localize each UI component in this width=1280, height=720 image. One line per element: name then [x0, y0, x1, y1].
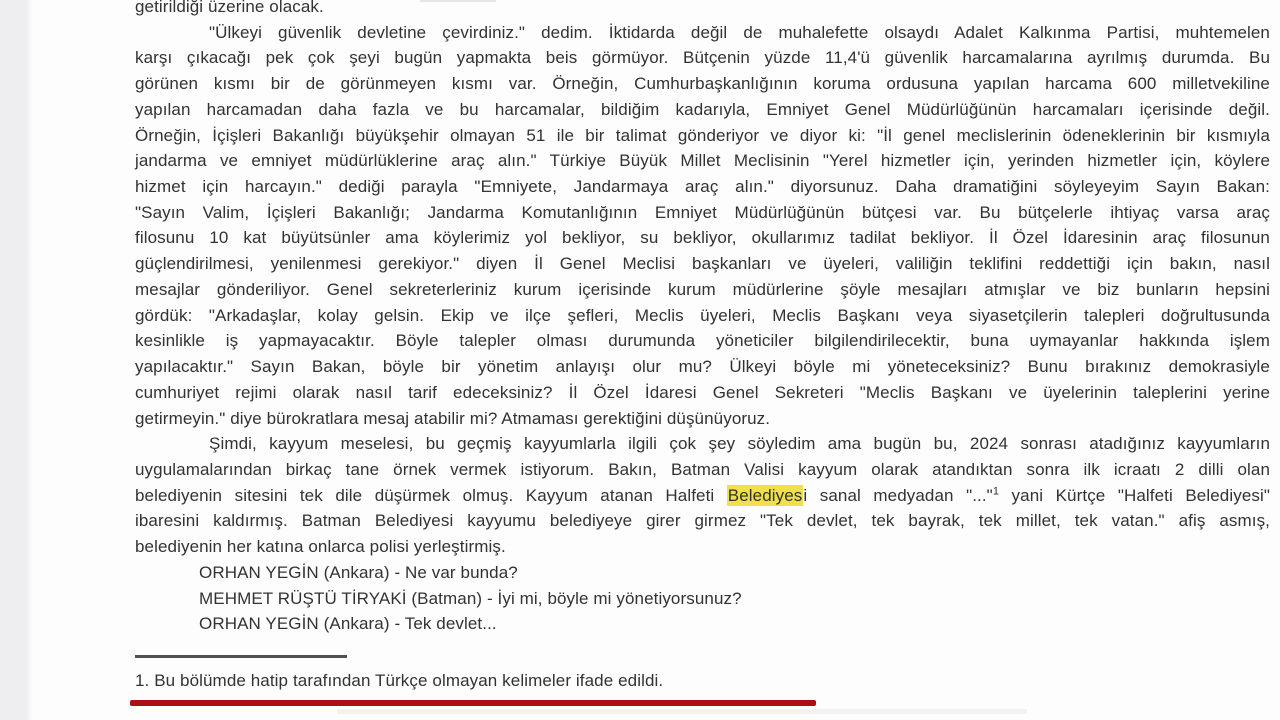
text-line: mesajlar gönderiliyor. Genel sekreterleriniz kurum içerisinde kurum müdürlerine şöyle mesajları atmışlar ve biz bunların hepsini [135, 279, 1270, 299]
text-line: güçlendirilmesi, yenilenmesi gerekiyor." diyen İl Genel Meclisi başkanları ve üyeleri, valiliğin teklifini reddettiği için bakın, nasıl [135, 254, 1270, 274]
text-line: görünen kısmı bir de görünmeyen kısmı var. Örneğin, Cumhurbaşkanlığının koruma ordusuna yapılan harcama 600 milletvekiline [135, 74, 1270, 94]
text-segment: i sanal medyadan "..." [803, 485, 993, 505]
viewer-margin-strip [0, 0, 34, 720]
text-line: belediyenin her katına onlarca polisi yerleştirmiş. [135, 537, 506, 557]
dialogue-line: ORHAN YEGİN (Ankara) - Ne var bunda? [199, 562, 518, 582]
text-line-with-highlight [135, 483, 1270, 509]
highlight-mark: Belediyes [727, 485, 803, 505]
text-segment: belediyenin sitesini tek dile düşürmek olmuş. Kayyum atanan Halfeti [135, 485, 727, 505]
text-line: karşı çıkacağı pek çok şeyi bugün yapmakta beis görmüyor. Bütçenin yüzde 11,4'ü güvenlik harcamalarına ayrılmış durumda. Bu [135, 48, 1270, 68]
text-line: Örneğin, İçişleri Bakanlığı büyükşehir olmayan 51 ile bir talimat gönderiyor ve diyor ki: "İl genel meclislerinin ödeneklerinin bir kısmıyla [135, 125, 1270, 145]
red-underline-annotation [130, 700, 816, 706]
text-line: jandarma ve emniyet müdürlüklerine araç alın." Türkiye Büyük Millet Meclisinin "Yerel hizmetler için, yerinden hizmetler için, köylere [135, 151, 1270, 171]
text-line: yapılan harcamadan daha fazla ve bu harcamalar, bildiğim kadarıyla, Emniyet Genel Müdürlüğünün harcamaları içerisinde değil. [135, 99, 1270, 119]
cropped-content-smudge-bottom [337, 709, 1027, 714]
text-line: "Ülkeyi güvenlik devletine çevirdiniz." dedim. İktidarda değil de muhalefette olsaydı Adalet Kalkınma Partisi, muhtemelen [209, 22, 1270, 42]
text-line: ibaresini kaldırmış. Batman Belediyesi kayyumu belediyeye girer girmez "Tek devlet, tek bayrak, tek millet, tek vatan." afiş asmış, [135, 511, 1270, 531]
text-line: uygulamalarından birkaç tane örnek vermek istiyorum. Bakın, Batman Valisi kayyum olarak atandıktan sonra ilk icraatı 2 dilli olan [135, 459, 1270, 479]
footnote-separator-rule [135, 655, 347, 658]
document-page[interactable] [135, 0, 1270, 637]
footnote-text: 1. Bu bölümde hatip tarafından Türkçe olmayan kelimeler ifade edildi. [135, 671, 664, 690]
text-line: Şimdi, kayyum meselesi, bu geçmiş kayyumlarla ilgili çok şey söyledim ama bugün bu, 2024 sonrası atadığınız kayyumların [209, 434, 1270, 454]
text-line: getirmeyin." diye bürokratlara mesaj atabilir mi? Atmaması gerektiğini düşünüyoruz. [135, 408, 771, 428]
text-line: "Sayın Valim, İçişleri Bakanlığı; Jandarma Komutanlığının Emniyet Müdürlüğünün bütçesi var. Bu bütçelerle ihtiyaç varsa araç [135, 202, 1270, 222]
dialogue-line: MEHMET RÜŞTÜ TİRYAKİ (Batman) - İyi mi, böyle mi yönetiyorsunuz? [199, 588, 742, 608]
text-line: cumhuriyet rejimi olarak nasıl tarif edeceksiniz? İl Özel İdaresi Genel Sekreteri "Meclis Başkanı ve üyelerinin taleplerini yerine [135, 382, 1270, 402]
text-line: gördük: "Arkadaşlar, kolay gelsin. Ekip ve ilçe şefleri, Meclis üyeleri, Meclis Başkanı veya siyasetçilerin talepleri doğrultusunda [135, 305, 1270, 325]
dialogue-line: ORHAN YEGİN (Ankara) - Tek devlet... [199, 614, 497, 634]
text-line: getirildiği üzerine olacak. [135, 0, 324, 16]
text-line: filosunu 10 kat büyütsünler ama köylerimiz yol bekliyor, su bekliyor, okullarımız tadilat bekliyor. İl Özel İdaresinin araç filosunun [135, 228, 1270, 248]
text-line: hizmet için harcayın." dediği parayla "Emniyete, Jandarmaya araç alın." diyorsunuz. Daha dramatiğini söyleyeyim Sayın Bakan: [135, 177, 1270, 197]
text-line: kesinlikle iş yapmayacaktır. Böyle talepler olması durumunda yöneticiler bilgilendirilecektir, buna uymayanlar hakkında işlem [135, 331, 1270, 351]
footnote-reference: 1 [992, 485, 1000, 497]
text-line: yapılacaktır." Sayın Bakan, böyle bir yönetim anlayışı olur mu? Ülkeyi böyle mi yöneteceksiniz? Bunu bırakınız demokrasiyle [135, 357, 1270, 377]
text-segment: yani Kürtçe "Halfeti Belediyesi" [999, 485, 1270, 505]
